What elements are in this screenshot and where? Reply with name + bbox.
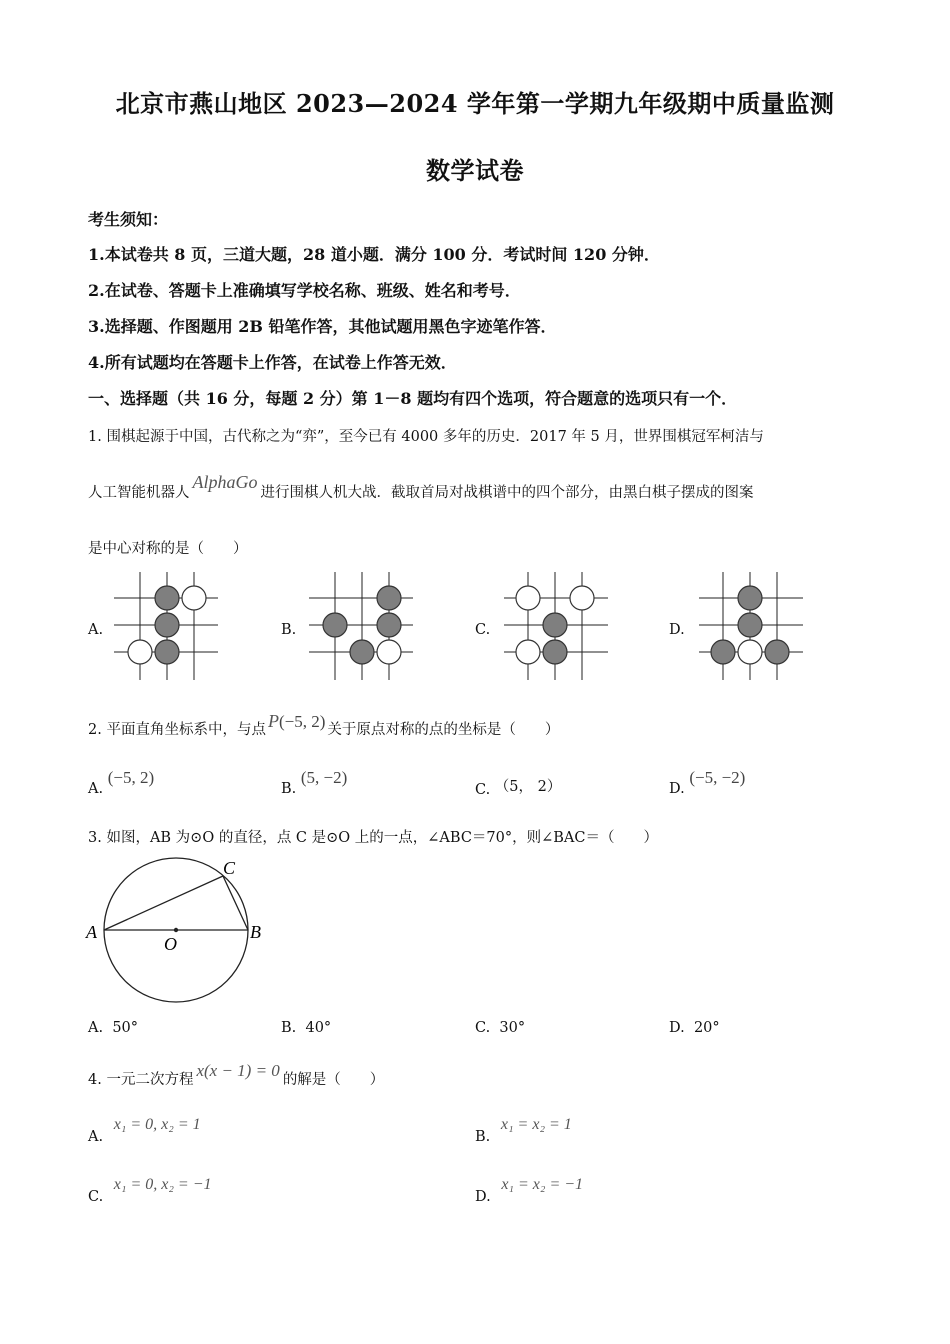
q3-stem: 3. 如图，AB 为⊙O 的直径，点 C 是⊙O 上的一点，∠ABC＝70°，则∠BAC＝（ ） [88, 830, 658, 846]
q1-option-c-label: C. [475, 622, 491, 638]
white-stone [516, 586, 540, 610]
q2-coords: (−5, 2) [278, 712, 326, 731]
q2-option-c [475, 778, 561, 799]
white-stone [182, 586, 206, 610]
q3-option-b [281, 1020, 331, 1036]
chord-ac [104, 876, 223, 930]
q2-option-b [281, 768, 348, 798]
q4-option-d [475, 1176, 584, 1206]
q2-option-b-value: (5, −2) [300, 768, 348, 787]
go-board-d [695, 570, 807, 682]
center-point [174, 928, 178, 932]
q2-post: 关于原点对称的点的坐标是（ ） [327, 722, 560, 738]
q2-option-b-label: B. [281, 781, 297, 797]
q4-pre: 4. 一元二次方程 [88, 1072, 194, 1088]
go-board-b [305, 570, 417, 682]
black-stone [543, 613, 567, 637]
go-board-c [500, 570, 612, 682]
page-title: 北京市燕山地区 2023—2024 学年第一学期九年级期中质量监测 [115, 89, 835, 118]
q2-option-c-value: （5， 2） [494, 779, 562, 795]
white-stone [738, 640, 762, 664]
q2-option-c-label: C. [475, 782, 491, 798]
black-stone [350, 640, 374, 664]
q4-option-b [475, 1116, 572, 1146]
q3-option-c-label: C. [475, 1020, 491, 1036]
q3-option-a-label: A. [88, 1020, 104, 1036]
go-board-a [110, 570, 222, 682]
notice-item-1: 1.本试卷共 8 页，三道大题，28 道小题．满分 100 分．考试时间 120 分钟． [88, 245, 660, 264]
q3-option-a [88, 1020, 138, 1036]
black-stone [155, 586, 179, 610]
q3-option-a-value: 50° [112, 1020, 139, 1036]
section-heading: 一、选择题（共 16 分，每题 2 分）第 1－8 题均有四个选项，符合题意的选项只有一个． [88, 389, 738, 408]
q2-stem [88, 711, 560, 739]
q3-option-d [669, 1020, 720, 1036]
label-c: C [223, 858, 236, 878]
q1-line2-pre: 人工智能机器人 [88, 485, 190, 501]
q4-option-c-label: C. [88, 1189, 104, 1205]
white-stone [128, 640, 152, 664]
q1-option-a-label: A. [88, 622, 104, 638]
q4-option-a-value: x₁ = 0, x₂ = 1 [113, 1116, 201, 1133]
q2-point: P [267, 711, 279, 731]
label-a: A [86, 922, 97, 942]
q3-option-c-value: 30° [499, 1020, 526, 1036]
q4-equation: x(x − 1) = 0 [196, 1061, 280, 1080]
subject-title: 数学试卷 [426, 156, 524, 185]
black-stone [377, 586, 401, 610]
q4-option-b-label: B. [475, 1129, 491, 1145]
q3-option-c [475, 1020, 525, 1036]
q4-option-c [88, 1176, 212, 1206]
q2-option-a-label: A. [88, 781, 104, 797]
q4-post: 的解是（ ） [282, 1072, 385, 1088]
label-b: B [250, 922, 261, 942]
black-stone [738, 586, 762, 610]
q1-alphago: AlphaGo [192, 472, 258, 492]
q3-option-d-value: 20° [693, 1020, 720, 1036]
q4-option-a-label: A. [88, 1129, 104, 1145]
white-stone [570, 586, 594, 610]
black-stone [711, 640, 735, 664]
q1-line3: 是中心对称的是（ ） [88, 541, 248, 557]
q2-option-d [669, 768, 746, 798]
q4-option-d-label: D. [475, 1189, 491, 1205]
notice-item-2: 2.在试卷、答题卡上准确填写学校名称、班级、姓名和考号． [88, 281, 521, 300]
black-stone [155, 640, 179, 664]
q4-stem [88, 1061, 385, 1089]
circle-diagram [80, 850, 280, 1015]
q1-line2 [88, 472, 754, 502]
q4-option-b-value: x₁ = x₂ = 1 [500, 1116, 572, 1133]
q1-line2-post: 进行围棋人机大战．截取首局对战棋谱中的四个部分，由黑白棋子摆成的图案 [260, 485, 754, 501]
black-stone [323, 613, 347, 637]
notice-heading: 考生须知： [88, 210, 169, 229]
white-stone [516, 640, 540, 664]
black-stone [738, 613, 762, 637]
q2-pre: 2. 平面直角坐标系中，与点 [88, 722, 266, 738]
q3-option-d-label: D. [669, 1020, 685, 1036]
q1-option-d-label: D. [669, 622, 685, 638]
chord-cb [223, 876, 248, 930]
black-stone [155, 613, 179, 637]
q3-option-b-value: 40° [305, 1020, 332, 1036]
q2-option-d-label: D. [669, 781, 685, 797]
black-stone [765, 640, 789, 664]
q1-option-b-label: B. [281, 622, 297, 638]
black-stone [377, 613, 401, 637]
q2-option-a [88, 768, 155, 798]
notice-item-3: 3.选择题、作图题用 2B 铅笔作答，其他试题用黑色字迹笔作答． [88, 317, 557, 336]
label-o: O [164, 934, 177, 954]
q2-option-a-value: (−5, 2) [107, 768, 155, 787]
q4-option-d-value: x₁ = x₂ = −1 [501, 1176, 584, 1193]
q4-option-c-value: x₁ = 0, x₂ = −1 [113, 1176, 212, 1193]
q3-option-b-label: B. [281, 1020, 297, 1036]
q1-line1: 1. 围棋起源于中国，古代称之为“弈”，至今已有 4000 多年的历史．2017 年 5 月，世界围棋冠军柯洁与 [88, 429, 764, 445]
q2-option-d-value: (−5, −2) [689, 768, 746, 787]
black-stone [543, 640, 567, 664]
white-stone [377, 640, 401, 664]
notice-item-4: 4.所有试题均在答题卡上作答，在试卷上作答无效． [88, 353, 457, 372]
q4-option-a [88, 1116, 201, 1146]
